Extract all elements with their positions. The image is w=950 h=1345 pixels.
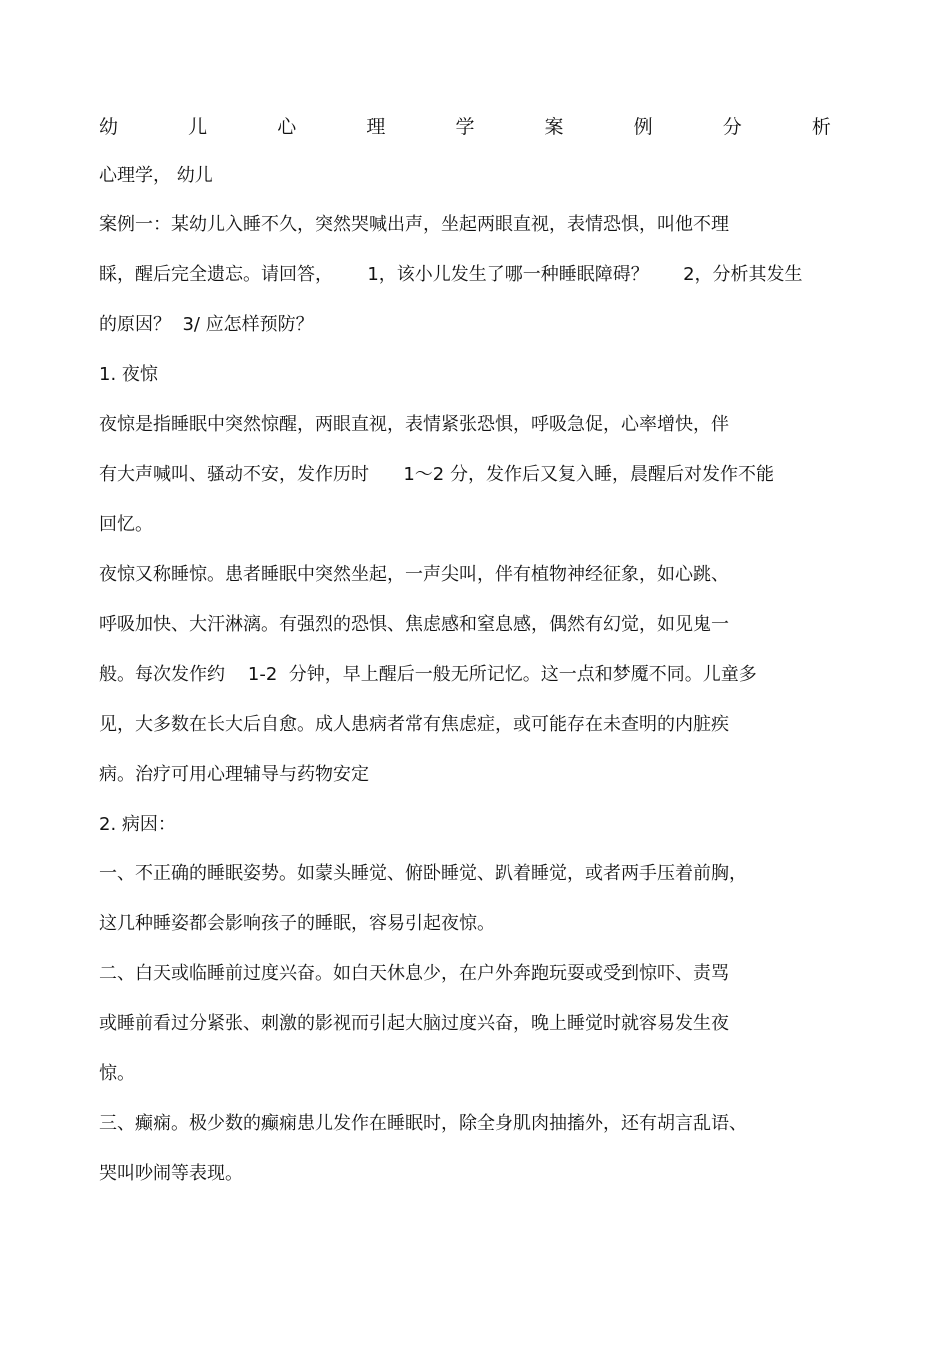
text-line: 案例一：某幼儿入睡不久，突然哭喊出声，坐起两眼直视，表情恐惧，叫他不理	[99, 214, 729, 235]
title-char: 例	[633, 116, 653, 138]
title-char: 学	[455, 116, 475, 138]
text-line: 的原因？ 3/ 应怎样预防？	[99, 314, 314, 335]
text-line: 这几种睡姿都会影响孩子的睡眠，容易引起夜惊。	[99, 913, 495, 934]
title-char: 案	[544, 116, 564, 138]
title-char: 析	[811, 116, 831, 138]
text-line: 睬，醒后完全遗忘。请回答， 1，该小儿发生了哪一种睡眠障碍？ 2，分析其发生	[99, 264, 803, 285]
text-line: 病。治疗可用心理辅导与药物安定	[99, 764, 369, 785]
section-heading: 1. 夜惊	[99, 364, 158, 385]
text-line: 惊。	[99, 1063, 135, 1084]
text-line: 呼吸加快、大汗淋漓。有强烈的恐惧、焦虑感和窒息感，偶然有幻觉，如见鬼一	[99, 614, 729, 635]
title-char: 分	[722, 116, 742, 138]
text-line: 三、癫痫。极少数的癫痫患儿发作在睡眠时，除全身肌肉抽搐外，还有胡言乱语、	[99, 1113, 747, 1134]
title-char: 理	[366, 116, 386, 138]
text-line: 夜惊又称睡惊。患者睡眠中突然坐起，一声尖叫，伴有植物神经征象，如心跳、	[99, 564, 729, 585]
keywords-line: 心理学， 幼儿	[99, 165, 213, 186]
title-char: 儿	[188, 116, 208, 138]
text-line: 二、白天或临睡前过度兴奋。如白天休息少，在户外奔跑玩耍或受到惊吓、责骂	[99, 963, 729, 984]
text-line: 见，大多数在长大后自愈。成人患病者常有焦虑症，或可能存在未查明的内脏疾	[99, 714, 729, 735]
text-line: 或睡前看过分紧张、刺激的影视而引起大脑过度兴奋，晚上睡觉时就容易发生夜	[99, 1013, 729, 1034]
document-title	[99, 114, 831, 140]
section-heading: 2. 病因：	[99, 814, 176, 835]
text-line: 哭叫吵闹等表现。	[99, 1163, 243, 1184]
text-line: 夜惊是指睡眠中突然惊醒，两眼直视，表情紧张恐惧，呼吸急促，心率增快，伴	[99, 414, 729, 435]
text-line: 般。每次发作约 1-2 分钟，早上醒后一般无所记忆。这一点和梦魇不同。儿童多	[99, 664, 757, 685]
text-line: 一、不正确的睡眠姿势。如蒙头睡觉、俯卧睡觉、趴着睡觉，或者两手压着前胸，	[99, 863, 747, 884]
text-line: 回忆。	[99, 514, 153, 535]
title-char: 心	[277, 116, 297, 138]
title-char: 幼	[99, 116, 119, 138]
text-line: 有大声喊叫、骚动不安，发作历时 1～2 分，发作后又复入睡，晨醒后对发作不能	[99, 464, 774, 485]
